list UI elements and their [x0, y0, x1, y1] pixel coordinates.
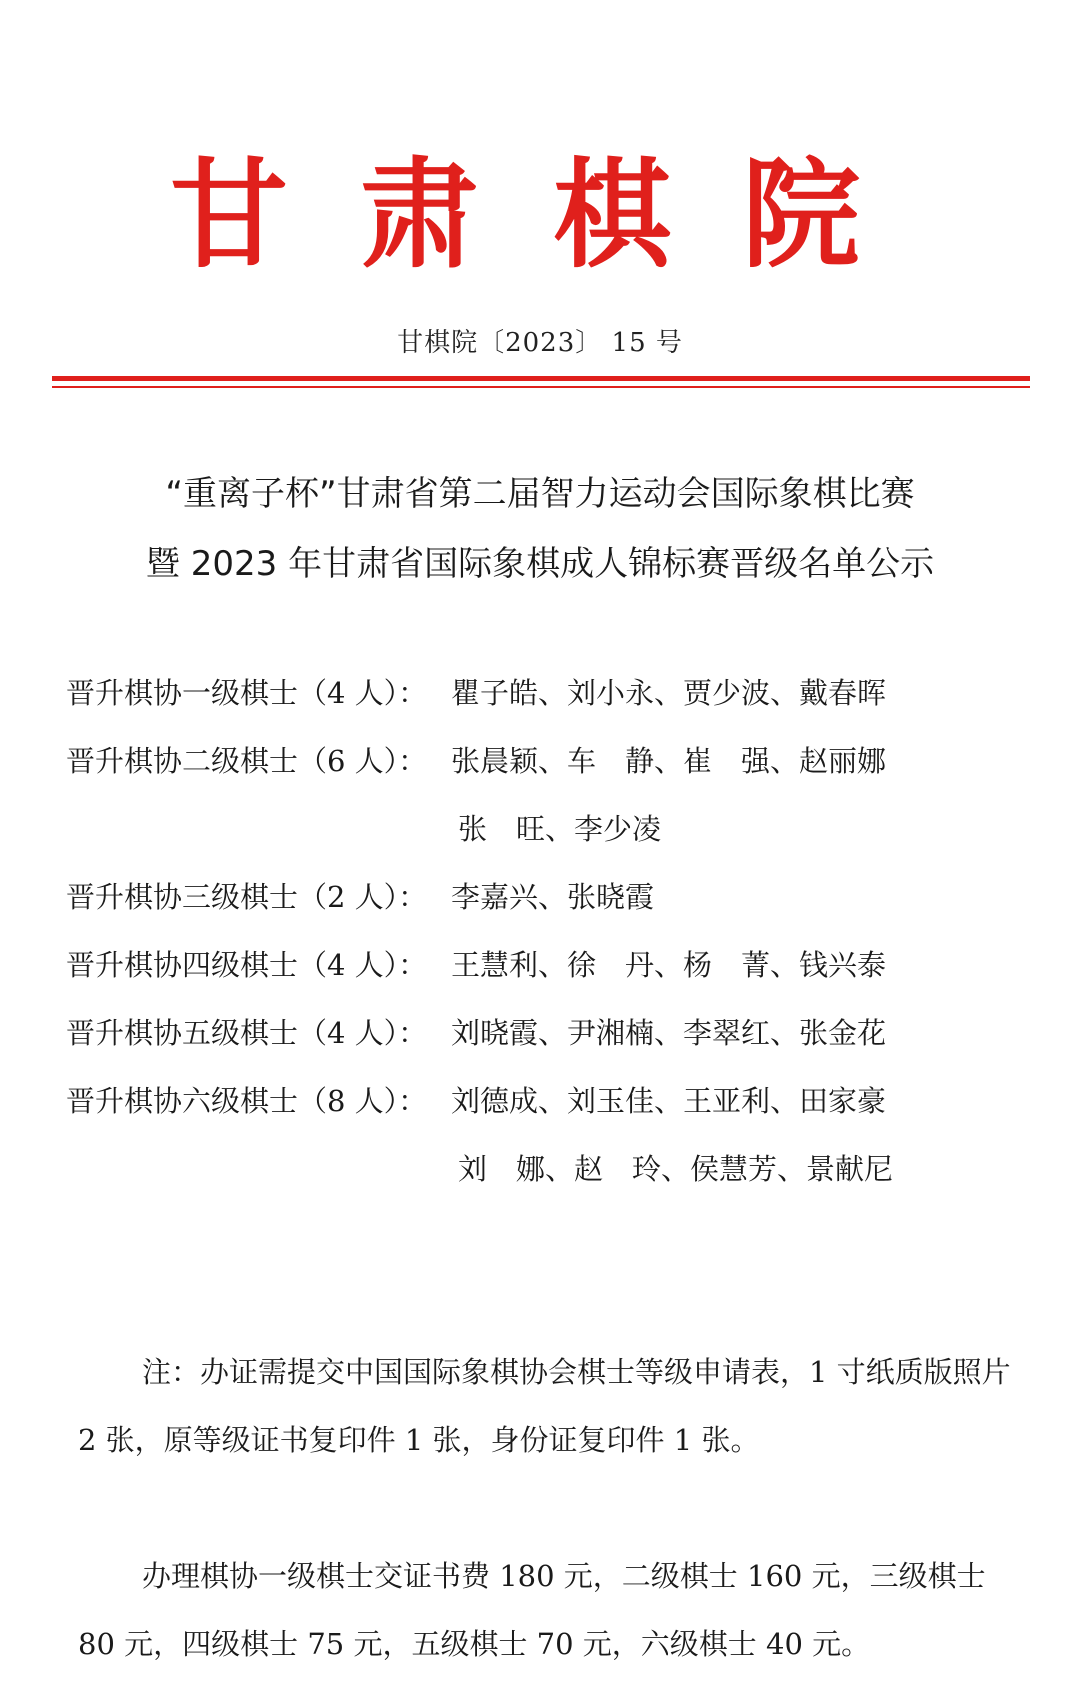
promotion-names: 王慧利、徐 丹、杨 菁、钱兴泰	[451, 948, 887, 982]
promotion-names: 张晨颖、车 静、崔 强、赵丽娜	[451, 744, 887, 778]
document-number: 甘棋院〔2023〕 15 号	[397, 328, 683, 358]
promotion-label: 晋升棋协四级棋士（4 人）：	[66, 948, 428, 982]
fee-text: 办理棋协一级棋士交证书费 180 元，二级棋士 160 元，三级棋士 80 元，四级棋士 75 元，五级棋士 70 元，六级棋士 40 元。	[78, 1559, 986, 1661]
promotion-label: 晋升棋协三级棋士（2 人）：	[66, 880, 428, 914]
masthead-char-3: 棋	[553, 146, 672, 284]
promotion-names: 瞿子皓、刘小永、贾少波、戴春晖	[451, 676, 887, 710]
note-text: 注：办证需提交中国国际象棋协会棋士等级申请表，1 寸纸质版照片 2 张，原等级证书复印件 1 张，身份证复印件 1 张。	[78, 1355, 1011, 1457]
promotion-names-continued-level-6: 刘 娜、赵 玲、侯慧芳、景献尼	[458, 1152, 894, 1186]
promotion-names: 刘晓霞、尹湘楠、李翠红、张金花	[451, 1016, 887, 1050]
fee-paragraph	[78, 1542, 1026, 1678]
title-line-1: “重离子杯”甘肃省第二届智力运动会国际象棋比赛	[165, 474, 915, 514]
note-paragraph	[78, 1338, 1026, 1474]
masthead-char-4: 院	[742, 146, 861, 284]
promotion-label: 晋升棋协五级棋士（4 人）：	[66, 1016, 428, 1050]
promotion-label: 晋升棋协二级棋士（6 人）：	[66, 744, 428, 778]
title-line-2: 暨 2023 年甘肃省国际象棋成人锦标赛晋级名单公示	[145, 544, 935, 584]
promotion-label: 晋升棋协六级棋士（8 人）：	[66, 1084, 428, 1118]
promotion-names: 刘德成、刘玉佳、王亚利、田家豪	[451, 1084, 887, 1118]
masthead-char-1: 甘	[170, 146, 289, 284]
masthead-char-2: 肃	[360, 146, 479, 284]
promotion-names: 李嘉兴、张晓霞	[451, 880, 655, 914]
header-rule-thick	[52, 376, 1030, 381]
header-rule-thin	[52, 386, 1030, 388]
promotion-label: 晋升棋协一级棋士（4 人）：	[66, 676, 428, 710]
promotion-names-continued-level-2: 张 旺、李少凌	[458, 812, 662, 846]
masthead	[0, 145, 1080, 285]
